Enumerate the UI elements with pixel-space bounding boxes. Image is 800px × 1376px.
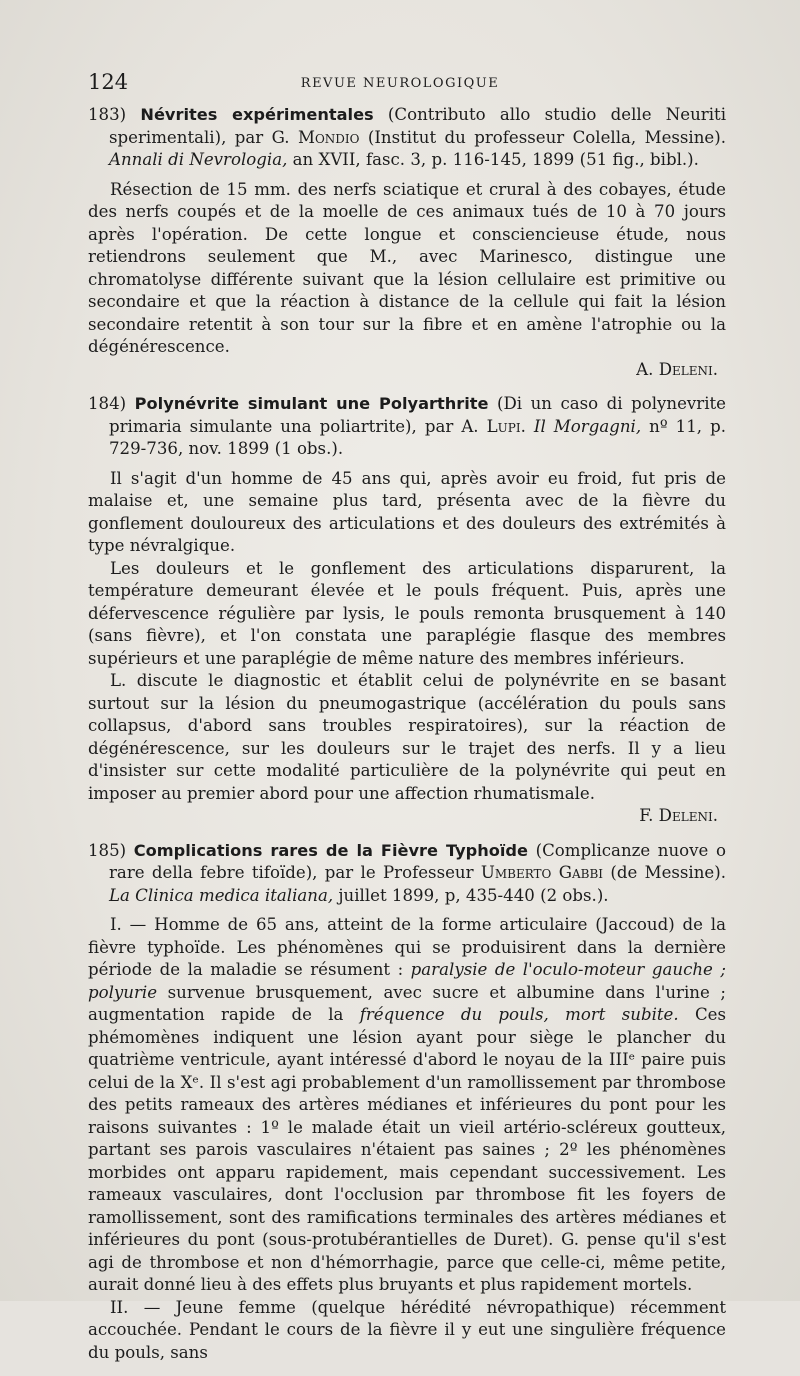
- entry-paragraph: L. discute le diagnostic et établit celui de polynévrite en se basant surtout sur la lésion du pneumogastrique (accélération du pouls sans collapsus, d'abord sans troubles respiratoires), sur la réaction de dégénérescence, sur les douleurs sur le trajet des nerfs. Il y a lieu d'insister sur cette modalité particulière de la polynévrite qui peut en imposer au premier abord pour une affection rhumatismale.: [88, 671, 726, 803]
- entry-reference: .: [520, 416, 534, 436]
- entry-paragraph: Les douleurs et le gonflement des articulations disparurent, la température demeurant élevée et le pouls fréquent. Puis, après une défervescence régulière par lysis, le pouls remonta brusquement à 140 (sans fièvre), et l'on constata une paraplégie flasque des membres supérieurs et une paraplégie de même nature des membres inférieurs.: [88, 558, 726, 668]
- entry-heading: [88, 840, 726, 908]
- paragraph-italic: paralysie de l'oculo-moteur gauche ; polyurie: [88, 960, 726, 1002]
- entry-reference: juillet 1899, p, 435-440 (2 obs.).: [333, 885, 609, 905]
- entry-reference: (Institut du professeur Colella, Messine).: [359, 127, 726, 147]
- entry-author: Umberto Gabbi: [480, 863, 604, 882]
- entry-number: 185): [88, 840, 127, 860]
- entry-paragraph: Résection de 15 mm. des nerfs sciatique et crural à des cobayes, étude des nerfs coupés et de la moelle de ces animaux tués de 10 à 70 jours après l'opération. De cette longue et consciencieuse étude, nous retiendrons seulement que M., avec Marinesco, distingue une chromatolyse différente suivant que la lésion cellulaire est primitive ou secondaire et que la réaction à distance de la cellule qui fait la lésion secondaire retentit à son tour sur la fibre et en amène l'atrophie ou la dégénérescence.: [88, 179, 726, 356]
- entry-journal: Il Morgagni,: [533, 416, 642, 436]
- review-entry-184: [88, 393, 726, 828]
- entry-reference: nº 11, p. 729-736, nov. 1899 (1 obs.).: [109, 416, 726, 458]
- paragraph-text: survenue brusquement, avec sucre et albumine dans l'urine ; augmentation rapide de la: [88, 982, 726, 1024]
- paragraph-text: Ces phémomènes indiquent une lésion ayant pour siège le plancher du quatrième ventricule, ayant intéressé d'abord le noyau de la IIIᵉ paire puis celui de la Xᵉ. Il s'est agi probablement d'un ramollissement par thrombose des petits rameaux des artères médianes et inférieures du pont pour les raisons suivantes : 1º le malade était un vieil artério-scléreux goutteux, partant ses parois vasculaires n'étaient pas saines ; 2º les phénomènes morbides ont apparu rapidement, mais cependant successivement. Les rameaux vasculaires, dont l'occlusion par thrombose fit les foyers de ramollissement, sont des ramifications terminales des artères médianes et inférieures du pont (sous-protubérantielles de Duret). G. pense qu'il s'est agi de thrombose et non d'hémorrhagie, parce que celle-ci, même petite, aurait donné lieu à des effets plus bruyants et plus rapidement mortels.: [88, 1005, 726, 1294]
- entry-number: 183): [88, 105, 127, 124]
- entry-reference: (Di un caso di polynevrite primaria simulante una poliartrite), par A.: [109, 394, 727, 436]
- page-number: 124: [88, 70, 129, 94]
- entry-paragraph: II. — Jeune femme (quelque hérédité névropathique) récemment accouchée. Pendant le cours de la fièvre il y eut une singulière fréquence du pouls, sans: [88, 1297, 726, 1362]
- running-head: REVUE NEUROLOGIQUE: [300, 76, 500, 91]
- entry-journal: Annali di Nevrologia,: [109, 150, 288, 169]
- entry-heading: [88, 104, 726, 172]
- entry-paragraph: [88, 914, 726, 1297]
- entry-reference: (de Messine).: [603, 863, 726, 882]
- entry-signature: A. Deleni.: [636, 359, 718, 379]
- entry-signature: F. Deleni.: [639, 806, 718, 825]
- paragraph-text: I. — Homme de 65 ans, atteint de la forme articulaire (Jaccoud) de la fièvre typhoïde. Les phénomènes qui se produisirent dans la dernière période de la maladie se résument :: [88, 915, 726, 979]
- entry-title: Névrites expérimentales: [140, 105, 374, 124]
- entry-journal: La Clinica medica italiana,: [109, 885, 334, 905]
- paragraph-italic: fréquence du pouls, mort subite.: [359, 1005, 679, 1024]
- entry-author: Mondio: [297, 127, 360, 147]
- entry-paragraph: Il s'agit d'un homme de 45 ans qui, après avoir eu froid, fut pris de malaise et, une semaine plus tard, présenta avec de la fièvre du gonflement douloureux des articulations et des douleurs des extrémités à type névralgique.: [88, 468, 726, 555]
- entry-number: 184): [88, 394, 127, 413]
- entry-title: Polynévrite simulant une Polyarthrite: [134, 394, 489, 413]
- entry-heading: [88, 393, 726, 461]
- entry-reference: (Contributo allo studio delle Neuriti sperimentali), par G.: [109, 105, 727, 147]
- entry-title: Complications rares de la Fièvre Typhoïde: [133, 840, 528, 860]
- review-entry-183: [88, 104, 726, 381]
- page-content: [88, 104, 726, 1376]
- entry-reference: an XVII, fasc. 3, p. 116-145, 1899 (51 fig., bibl.).: [287, 150, 699, 169]
- entry-reference: (Complicanze nuove o rare della febre tifoïde), par le Professeur: [109, 840, 726, 882]
- page-header: [82, 70, 718, 98]
- review-entry-185: [88, 840, 726, 1365]
- entry-author: Lupi: [486, 416, 521, 436]
